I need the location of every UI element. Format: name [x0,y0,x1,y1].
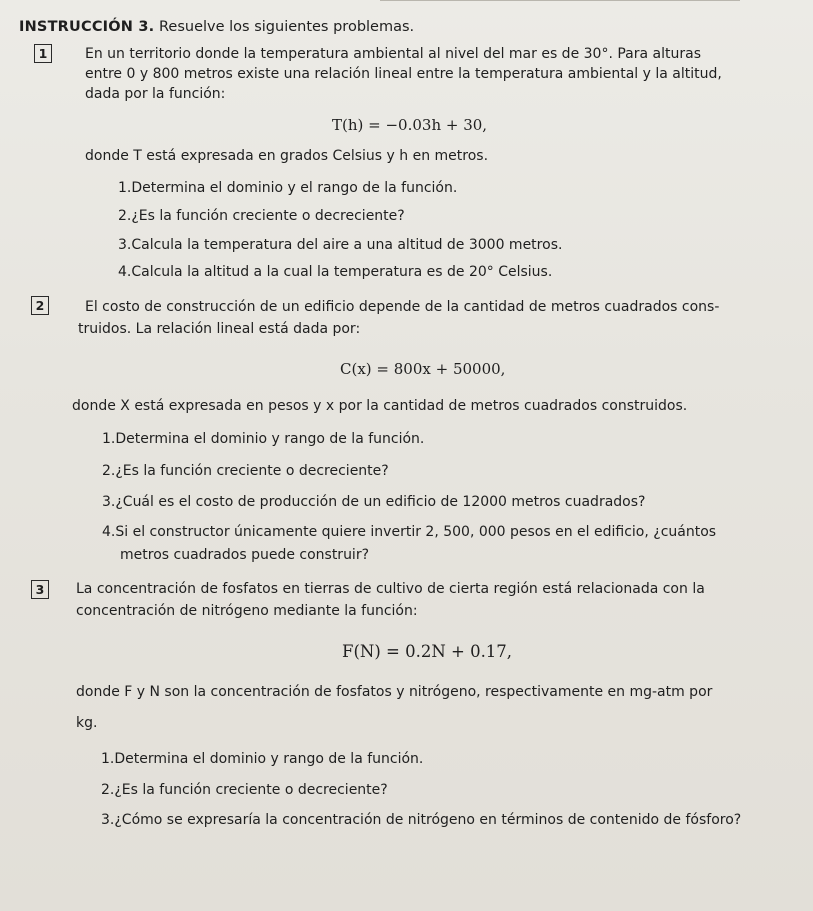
instruction-header [19,19,414,35]
paper-edge [380,0,740,11]
instruction-label: INSTRUCCIÓN 3. [19,19,155,35]
problem-3-description-line-1: donde F y N son la concentración de fosfatos y nitrógeno, respectivamente en mg-atm por [76,684,713,700]
problem-1-question-4: 4.Calcula la altitud a la cual la temperatura es de 20° Celsius. [118,264,553,280]
problem-1-description: donde T está expresada en grados Celsius y h en metros. [85,148,489,164]
problem-1-intro-line-3: dada por la función: [85,86,226,102]
problem-3-question-2: 2.¿Es la función creciente o decreciente? [101,782,388,798]
problem-2-question-4-cont: metros cuadrados puede construir? [120,547,370,563]
problem-2-question-1: 1.Determina el dominio y rango de la función. [102,431,425,447]
problem-number-2: 2 [31,296,49,315]
problem-2-formula: C(x) = 800x + 50000, [340,360,506,378]
problem-1-intro-line-1: En un territorio donde la temperatura ambiental al nivel del mar es de 30°. Para alturas [85,46,701,62]
problem-3-description-line-2: kg. [76,715,98,731]
problem-1-question-2: 2.¿Es la función creciente o decreciente? [118,208,405,224]
problem-number-1: 1 [34,44,52,63]
problem-1-question-3: 3.Calcula la temperatura del aire a una altitud de 3000 metros. [118,237,563,253]
problem-2-description: donde X está expresada en pesos y x por la cantidad de metros cuadrados construidos. [72,398,688,414]
problem-3-formula: F(N) = 0.2N + 0.17, [342,642,513,661]
problem-2-question-2: 2.¿Es la función creciente o decreciente? [102,463,389,479]
problem-2-question-3: 3.¿Cuál es el costo de producción de un edificio de 12000 metros cuadrados? [102,494,646,510]
problem-2-question-4: 4.Si el constructor únicamente quiere invertir 2, 500, 000 pesos en el edificio, ¿cuántos [102,524,717,540]
problem-3-question-3: 3.¿Cómo se expresaría la concentración de nitrógeno en términos de contenido de fósforo? [101,812,742,828]
problem-3-intro-line-2: concentración de nitrógeno mediante la función: [76,603,418,619]
problem-1-intro-line-2: entre 0 y 800 metros existe una relación lineal entre la temperatura ambiental y la altitud, [85,66,722,82]
problem-1-question-1: 1.Determina el dominio y el rango de la función. [118,180,458,196]
problem-number-3: 3 [31,580,49,599]
problem-1-formula: T(h) = −0.03h + 30, [332,116,488,134]
problem-2-intro-line-2: truidos. La relación lineal está dada por: [78,321,361,337]
problem-3-question-1: 1.Determina el dominio y rango de la función. [101,751,424,767]
problem-2-intro-line-1: El costo de construcción de un edificio depende de la cantidad de metros cuadrados cons- [85,299,720,315]
problem-3-intro-line-1: La concentración de fosfatos en tierras de cultivo de cierta región está relacionada con la [76,581,705,597]
instruction-text: Resuelve los siguientes problemas. [159,19,415,35]
